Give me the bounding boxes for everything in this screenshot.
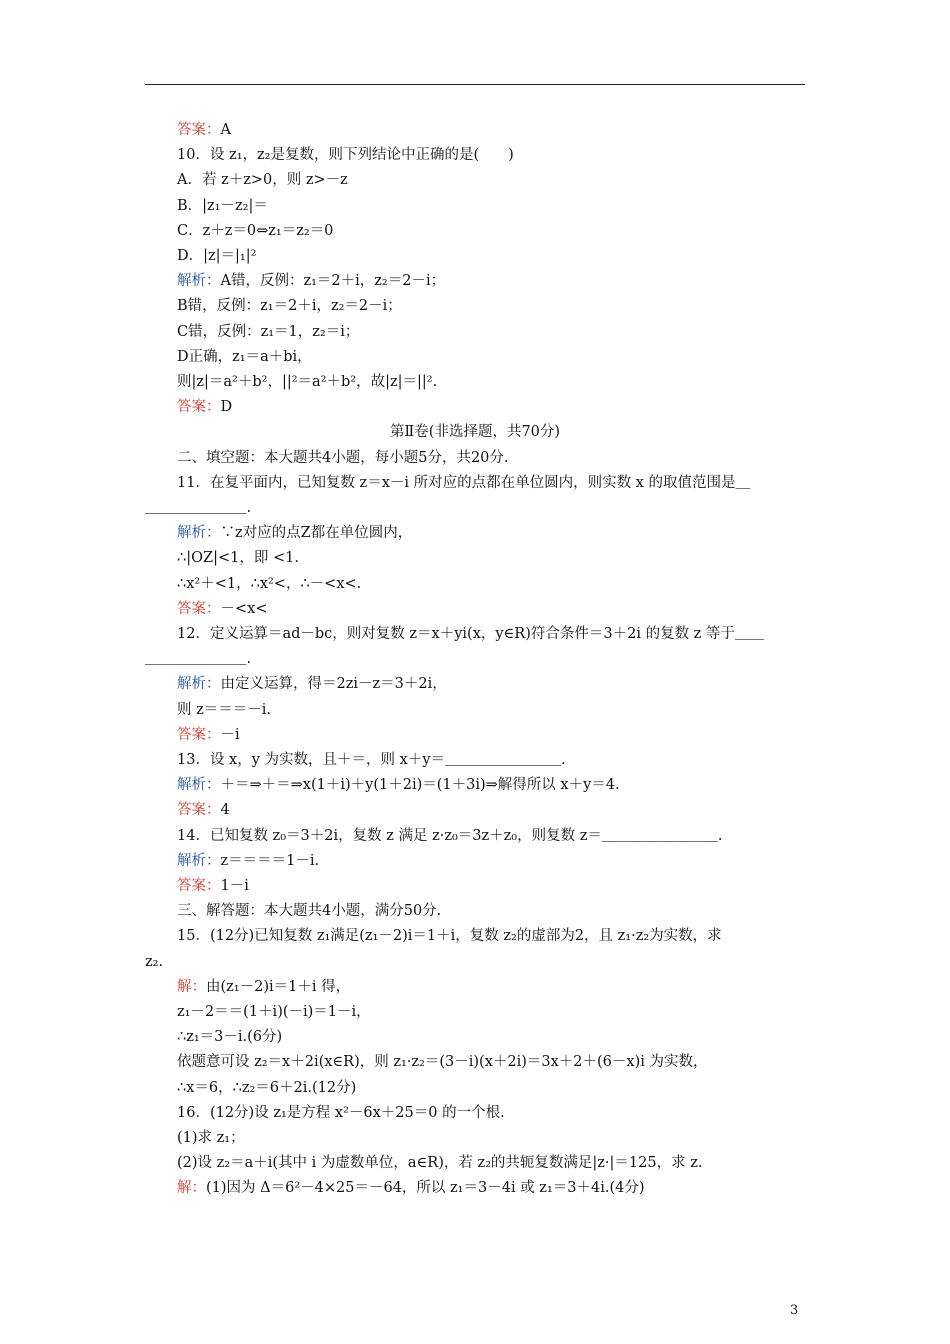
text-line xyxy=(177,1078,356,1098)
text-line xyxy=(177,1103,505,1123)
line-text: A．若 z＋z>0，则 z>－z xyxy=(177,172,348,189)
text-line xyxy=(177,1052,708,1072)
line-text: 则|z|＝a²＋b²，||²＝a²＋b²，故|z|＝||². xyxy=(177,374,438,390)
text-line xyxy=(177,120,231,140)
text-line xyxy=(145,649,251,669)
text-line xyxy=(177,397,232,417)
text-line xyxy=(177,901,441,921)
answer-label: 答案： xyxy=(177,878,221,894)
page-number: 3 xyxy=(790,1303,799,1318)
text-line xyxy=(177,170,348,190)
line-text: 11．在复平面内，已知复数 z＝x－i 所对应的点都在单位圆内，则实数 x 的取值范围是＿ xyxy=(177,474,751,491)
line-text: 15．(12分)已知复数 z₁满足(z₁－2)i＝1＋i，复数 z₂的虚部为2，且 z₁·z₂为实数，求 xyxy=(177,928,722,945)
text-line xyxy=(177,271,445,291)
line-text: 三、解答题：本大题共4小题，满分50分. xyxy=(177,903,442,920)
text-line xyxy=(177,196,268,216)
line-text: D正确，z₁＝a＋bi， xyxy=(177,348,312,365)
answer-label: 解析： xyxy=(177,852,221,869)
answer-label: 解： xyxy=(177,978,206,995)
text-line xyxy=(177,725,240,745)
line-text: 由(z₁－2)i＝1＋i 得， xyxy=(206,978,351,995)
text-line xyxy=(177,322,359,342)
text-line xyxy=(177,145,514,165)
text-line xyxy=(177,448,509,468)
line-text: 则 z＝＝＝－i. xyxy=(177,701,271,718)
header-rule xyxy=(145,84,805,85)
text-line xyxy=(177,624,764,644)
answer-label: 答案： xyxy=(177,122,221,138)
line-text: D xyxy=(220,399,233,416)
text-line xyxy=(177,977,350,997)
line-text: ＋＝⇒＋＝⇒x(1＋i)＋y(1＋2i)＝(1＋3i)⇒解得所以 x＋y＝4. xyxy=(220,777,620,794)
line-text: ＿＿＿＿＿＿＿. xyxy=(145,500,252,516)
answer-label: 答案： xyxy=(177,726,221,743)
line-text: 4 xyxy=(220,802,230,819)
line-text: ∵z对应的点Z都在单位圆内， xyxy=(220,525,413,542)
text-line xyxy=(177,1002,371,1022)
line-text: 二、填空题：本大题共4小题，每小题5分，共20分. xyxy=(177,449,509,466)
answer-label: 解析： xyxy=(177,676,221,693)
text-line xyxy=(177,372,437,392)
text-line xyxy=(177,826,722,846)
line-text: ∴z₁＝3－i.(6分) xyxy=(177,1029,283,1046)
text-line xyxy=(177,775,620,795)
text-line xyxy=(177,674,447,694)
line-text: －<x< xyxy=(220,600,268,617)
answer-label: 答案： xyxy=(177,802,221,819)
line-text: 10．设 z₁，z₂是复数，则下列结论中正确的是( ) xyxy=(177,147,514,164)
text-line xyxy=(177,750,566,770)
text-line xyxy=(177,700,271,720)
line-text: 16．(12分)设 z₁是方程 x²－6x＋25＝0 的一个根. xyxy=(177,1104,505,1121)
line-text: (1)求 z₁； xyxy=(177,1130,245,1146)
line-text: z₁－2＝＝(1＋i)(－i)＝1－i， xyxy=(177,1004,371,1020)
line-text: 14．已知复数 z₀＝3＋2i，复数 z 满足 z·z₀＝3z＋z₀，则复数 z＝＿＿＿＿＿＿＿＿. xyxy=(177,827,723,844)
text-line xyxy=(177,800,230,820)
text-line xyxy=(177,876,249,896)
line-text: 依题意可设 z₂＝x＋2i(x∈R)，则 z₁·z₂＝(3－i)(x＋2i)＝3x＋2＋(6－x)i 为实数， xyxy=(177,1054,708,1071)
line-text: A错，反例：z₁＝2＋i，z₂＝2－i； xyxy=(220,273,446,290)
line-text: ∴|OZ|<1，即 <1. xyxy=(177,550,299,567)
line-text: D．|z|＝|₁|² xyxy=(177,248,257,264)
line-text: 第Ⅱ卷(非选择题，共70分) xyxy=(389,424,561,441)
line-text: ＿＿＿＿＿＿＿. xyxy=(145,651,252,668)
line-text: 1－i xyxy=(220,878,249,894)
text-line xyxy=(177,1027,282,1047)
text-line xyxy=(177,347,312,367)
line-text: －i xyxy=(220,726,240,743)
line-text: C．z＋z＝0⇔z₁＝z₂＝0 xyxy=(177,222,334,239)
line-text: B错，反例：z₁＝2＋i，z₂＝2－i； xyxy=(177,298,402,315)
line-text: (1)因为 Δ＝6²－4×25＝－64，所以 z₁＝3－4i 或 z₁＝3＋4i.(4分) xyxy=(206,1180,645,1197)
answer-label: 答案： xyxy=(177,600,221,617)
line-text: 12．定义运算＝ad－bc，则对复数 z＝x＋yi(x，y∈R)符合条件＝3＋2i 的复数 z 等于＿＿ xyxy=(177,626,764,642)
line-text: z＝＝＝＝1－i. xyxy=(220,852,320,869)
text-line xyxy=(177,221,333,241)
text-line xyxy=(177,523,412,543)
answer-label: 解析： xyxy=(177,777,221,794)
line-text: ∴x＝6，∴z₂＝6＋2i.(12分) xyxy=(177,1079,357,1096)
text-line xyxy=(145,952,163,972)
text-line xyxy=(177,246,256,266)
line-text: A xyxy=(220,122,231,138)
answer-label: 解析： xyxy=(177,273,221,290)
text-line xyxy=(177,548,299,568)
text-line xyxy=(145,498,251,518)
text-line xyxy=(177,1128,245,1148)
line-text: 13．设 x，y 为实数，且＋＝，则 x＋y＝＿＿＿＿＿＿＿＿. xyxy=(177,752,566,768)
answer-label: 答案： xyxy=(177,399,221,416)
text-line xyxy=(177,1178,645,1198)
line-text: 由定义运算，得＝2zi－z＝3＋2i， xyxy=(220,676,447,693)
line-text: (2)设 z₂＝a＋i(其中 i 为虚数单位，a∈R)，若 z₂的共轭复数满足|z·|＝125，求 z. xyxy=(177,1155,703,1172)
text-line xyxy=(177,926,722,946)
text-line xyxy=(177,851,319,871)
line-text: C错，反例：z₁＝1，z₂＝i； xyxy=(177,323,360,340)
text-line xyxy=(145,422,805,442)
line-text: z₂. xyxy=(145,953,164,970)
answer-label: 解： xyxy=(177,1180,206,1197)
text-line xyxy=(177,296,402,316)
text-line xyxy=(177,574,361,594)
line-text: ∴x²＋<1，∴x²<，∴－<x<. xyxy=(177,575,362,592)
answer-label: 解析： xyxy=(177,525,221,542)
line-text: B．|z₁－z₂|＝ xyxy=(177,197,268,214)
text-line xyxy=(177,473,750,493)
text-line xyxy=(177,599,267,619)
text-line xyxy=(177,1153,702,1173)
